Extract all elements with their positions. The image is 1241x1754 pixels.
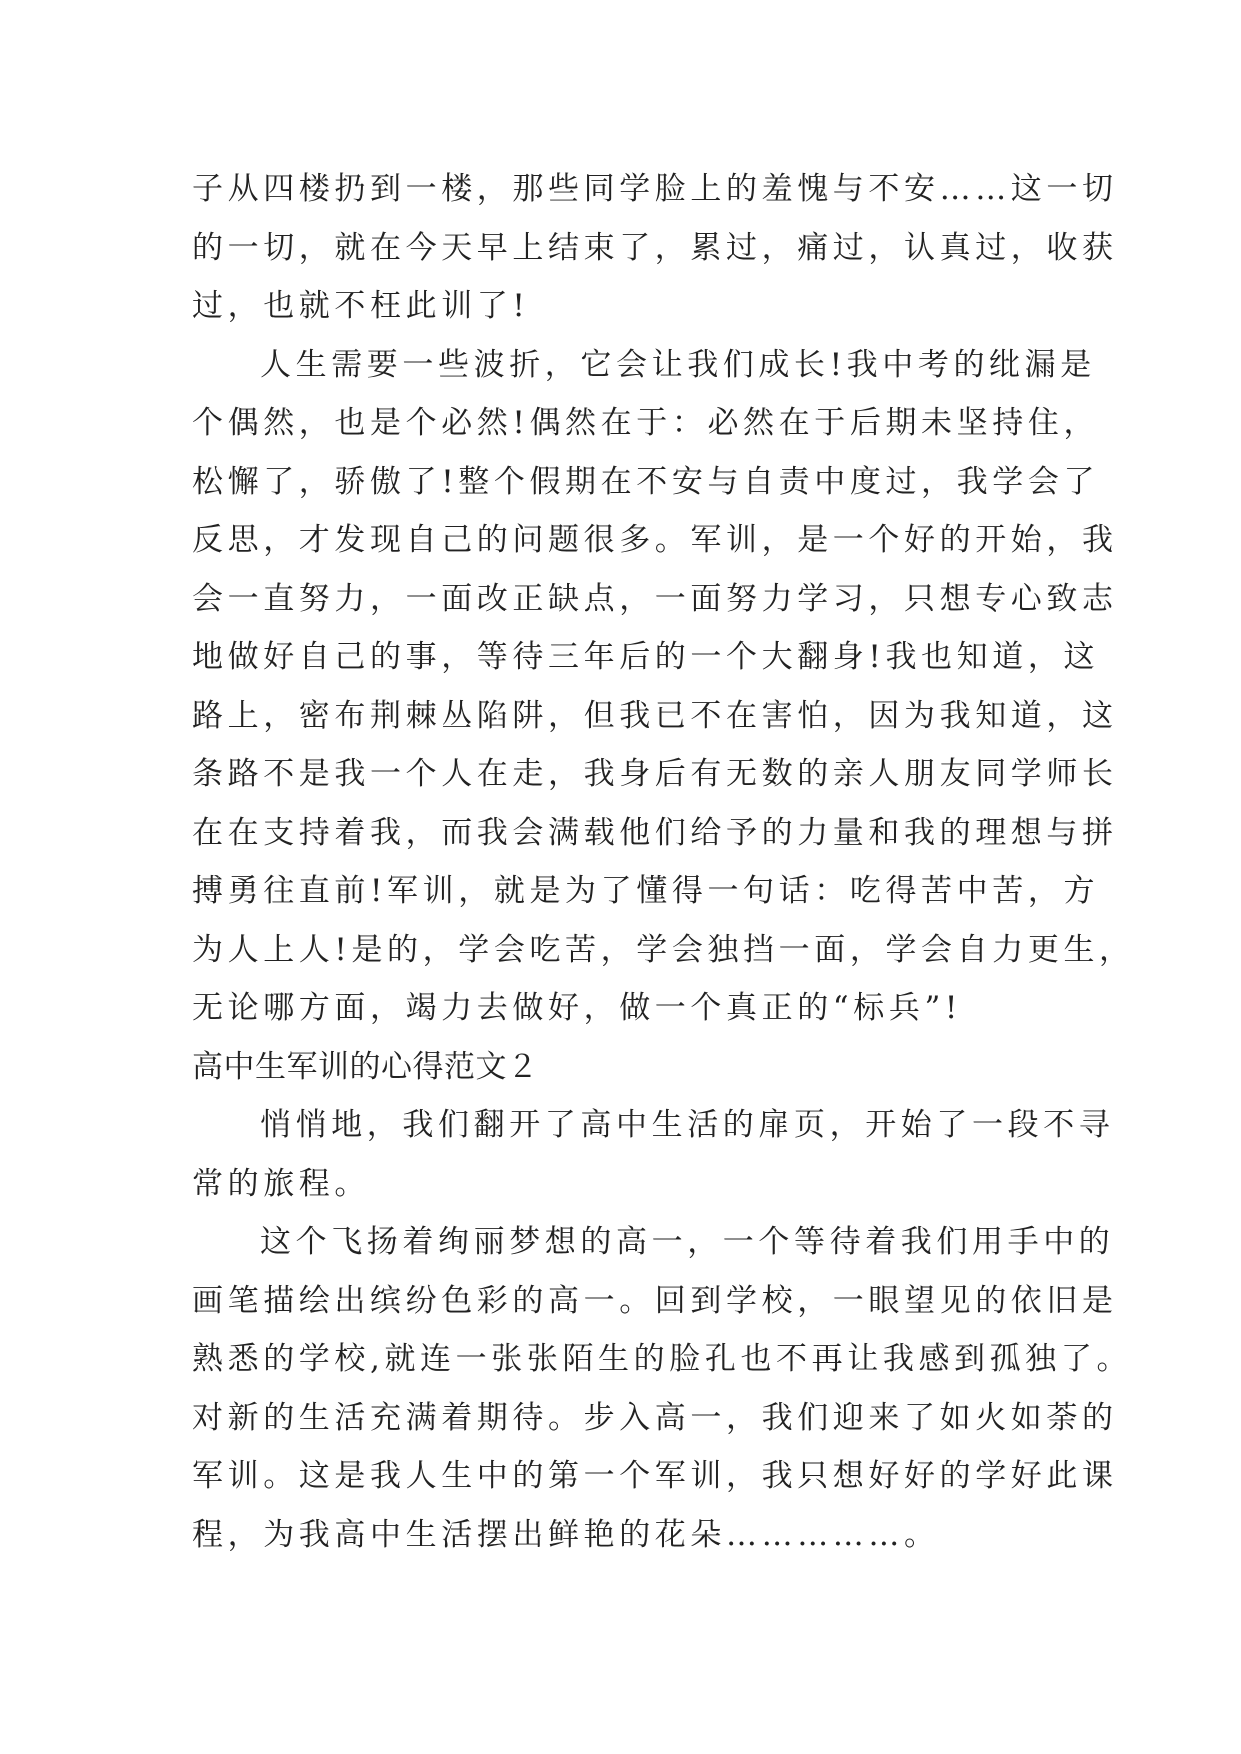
text-line: 条路不是我一个人在走，我身后有无数的亲人朋友同学师长 bbox=[192, 756, 1118, 792]
text-line: 反思，才发现自己的问题很多。军训，是一个好的开始，我 bbox=[192, 522, 1118, 558]
text-line: 在在支持着我，而我会满载他们给予的力量和我的理想与拼 bbox=[192, 814, 1118, 851]
text-line: 军训。这是我人生中的第一个军训，我只想好好的学好此课 bbox=[192, 1458, 1118, 1494]
text-line: 常的旅程。 bbox=[192, 1165, 370, 1202]
text-line: 这个飞扬着绚丽梦想的高一，一个等待着我们用手中的 bbox=[260, 1224, 1115, 1260]
text-line: 人生需要一些波折，它会让我们成长!我中考的纰漏是 bbox=[260, 346, 1096, 383]
text-line: 子从四楼扔到一楼，那些同学脸上的羞愧与不安……这一切 bbox=[192, 171, 1118, 207]
text-line: 过，也就不枉此训了! bbox=[192, 288, 530, 324]
text-line: 地做好自己的事，等待三年后的一个大翻身!我也知道，这 bbox=[192, 639, 1100, 675]
text-line: 为人上人!是的，学会吃苦，学会独挡一面，学会自力更生， bbox=[192, 931, 1135, 968]
text-line: 程，为我高中生活摆出鲜艳的花朵……………。 bbox=[192, 1516, 940, 1553]
text-line: 悄悄地，我们翻开了高中生活的扉页，开始了一段不寻 bbox=[260, 1107, 1115, 1143]
text-line: 的一切，就在今天早上结束了，累过，痛过，认真过，收获 bbox=[192, 229, 1118, 266]
text-line: 个偶然，也是个必然!偶然在于：必然在于后期未坚持住， bbox=[192, 405, 1100, 441]
text-line: 无论哪方面，竭力去做好，做一个真正的“标兵”! bbox=[192, 990, 962, 1026]
text-line: 熟悉的学校,就连一张张陌生的脸孔也不再让我感到孤独了。 bbox=[192, 1341, 1133, 1377]
text-line: 对新的生活充满着期待。步入高一，我们迎来了如火如荼的 bbox=[192, 1399, 1118, 1436]
text-line: 会一直努力，一面改正缺点，一面努力学习，只想专心致志 bbox=[192, 580, 1118, 617]
document-body bbox=[192, 160, 1135, 1564]
text-line: 搏勇往直前!军训，就是为了懂得一句话：吃得苦中苦，方 bbox=[192, 873, 1100, 909]
text-line: 路上，密布荆棘丛陷阱，但我已不在害怕，因为我知道，这 bbox=[192, 697, 1118, 734]
text-line: 松懈了，骄傲了!整个假期在不安与自责中度过，我学会了 bbox=[192, 463, 1100, 500]
text-line: 画笔描绘出缤纷色彩的高一。回到学校，一眼望见的依旧是 bbox=[192, 1282, 1118, 1319]
section-heading: 高中生军训的心得范文２ bbox=[192, 1048, 539, 1085]
